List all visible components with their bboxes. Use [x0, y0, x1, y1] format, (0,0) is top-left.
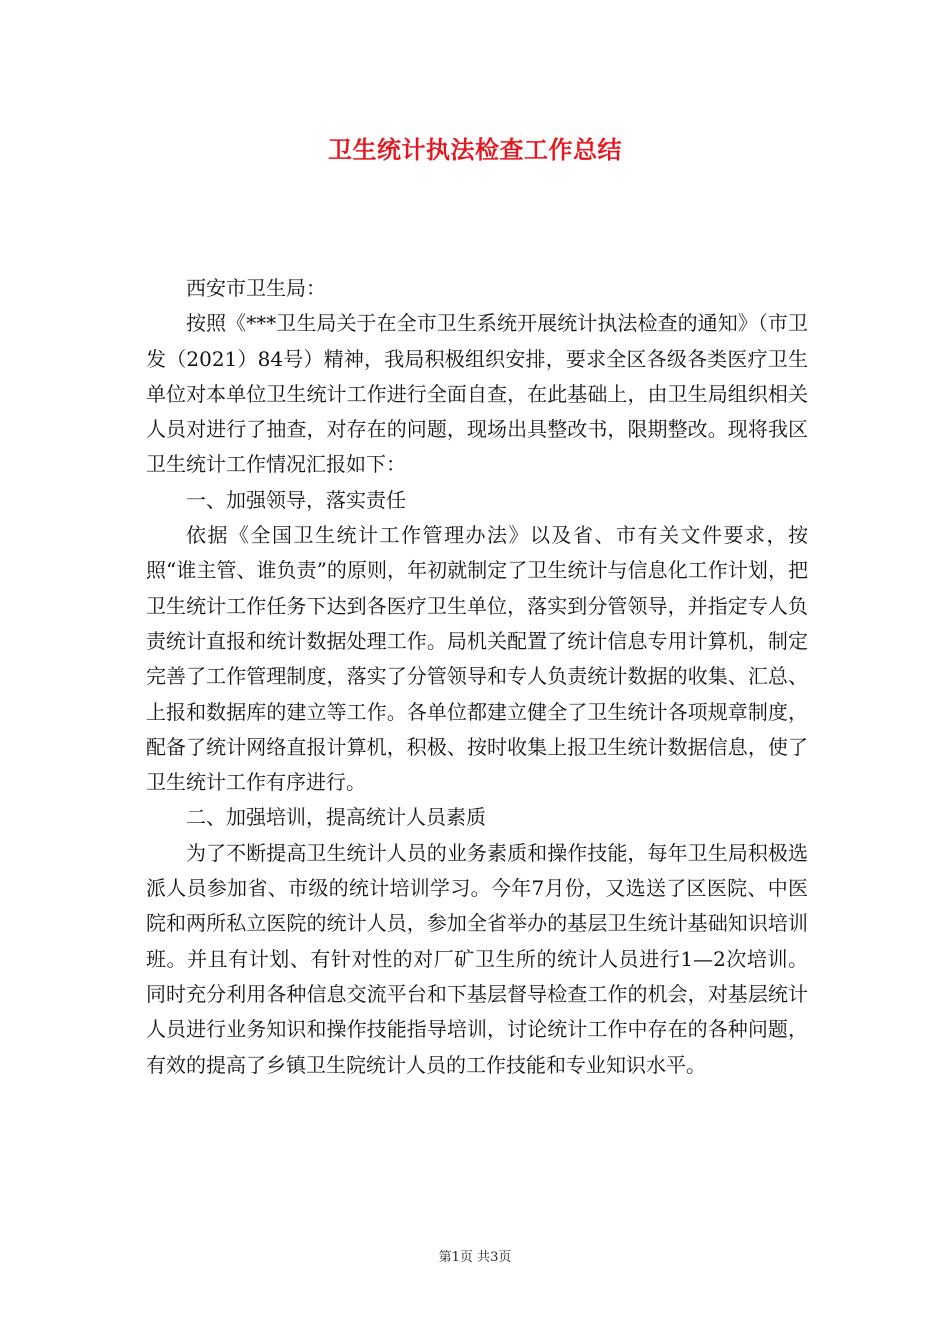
- paragraph-intro: 按照《***卫生局关于在全市卫生系统开展统计执法检查的通知》（市卫发（2021）84号）精神，我局积极组织安排，要求全区各级各类医疗卫生单位对本单位卫生统计工作进行全面自查，在此基础上，由卫生局组织相关人员对进行了抽查，对存在的问题，现场出具整改书，限期整改。现将我区卫生统计工作情况汇报如下：: [146, 311, 808, 477]
- salutation: 西安市卫生局：: [186, 276, 326, 300]
- document-title: 卫生统计执法检查工作总结: [328, 135, 622, 164]
- paragraph-section-1: 依据《全国卫生统计工作管理办法》以及省、市有关文件要求，按照“谁主管、谁负责”的原则，年初就制定了卫生统计与信息化工作计划，把卫生统计工作任务下达到各医疗卫生单位，落实到分管领导，并指定专人负责统计直报和统计数据处理工作。局机关配置了统计信息专用计算机，制定完善了工作管理制度，落实了分管领导和专人负责统计数据的收集、汇总、上报和数据库的建立等工作。各单位都建立健全了卫生统计各项规章制度，配备了统计网络直报计算机，积极、按时收集上报卫生统计数据信息，使了卫生统计工作有序进行。: [146, 523, 808, 795]
- page-label-suffix: 页: [498, 1250, 512, 1265]
- page-label-prefix: 第: [438, 1250, 452, 1265]
- section-heading-2: 二、加强培训，提高统计人员素质: [186, 805, 486, 830]
- document-body: [146, 271, 808, 1083]
- total-pages-number: 3: [490, 1250, 499, 1265]
- section-heading-1: 一、加强领导，落实责任: [186, 487, 406, 512]
- page-label-middle: 页 共: [459, 1250, 491, 1265]
- paragraph-section-2: 为了不断提高卫生统计人员的业务素质和操作技能，每年卫生局积极选派人员参加省、市级的统计培训学习。今年7月份，又选送了区医院、中医院和两所私立医院的统计人员，参加全省举办的基层卫生统计基础知识培训班。并且有计划、有针对性的对厂矿卫生所的统计人员进行1—2次培训。同时充分利用各种信息交流平台和下基层督导检查工作的机会，对基层统计人员进行业务知识和操作技能指导培训，讨论统计工作中存在的各种问题，有效的提高了乡镇卫生院统计人员的工作技能和专业知识水平。: [146, 840, 808, 1077]
- current-page-number: 1: [451, 1250, 460, 1265]
- page-footer: [0, 1249, 950, 1267]
